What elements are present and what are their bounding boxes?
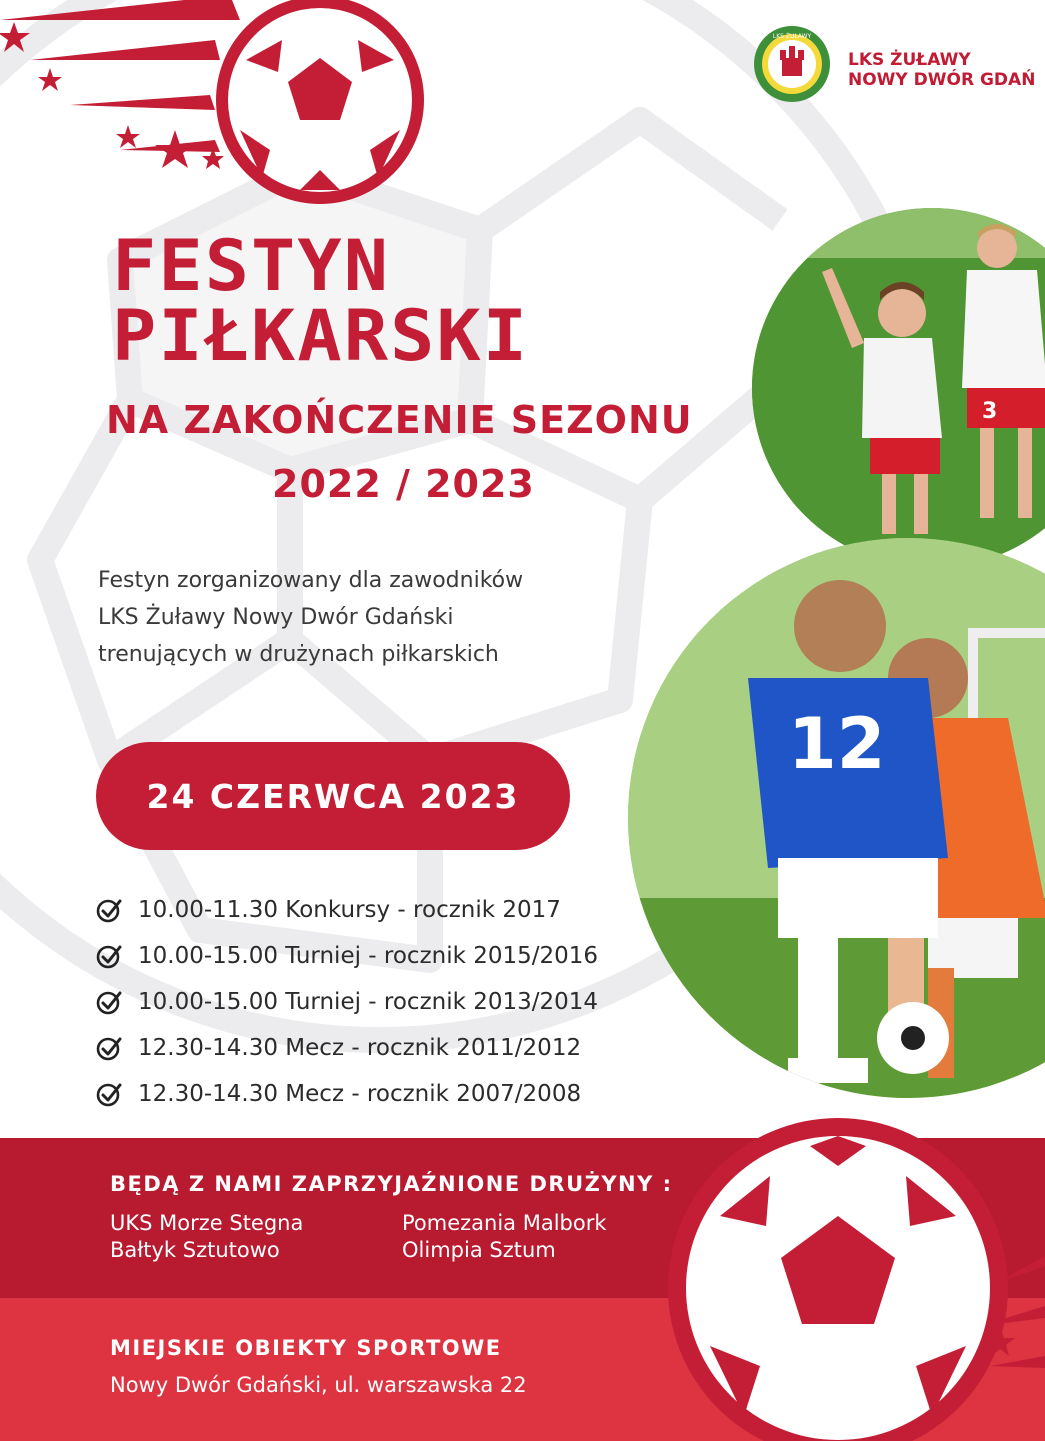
check-circle-icon xyxy=(96,896,124,924)
intro-line2: LKS Żuławy Nowy Dwór Gdański xyxy=(98,605,454,630)
check-circle-icon xyxy=(96,942,124,970)
title-line2: PIŁKARSKI xyxy=(112,295,530,377)
title-line1: FESTYN xyxy=(112,225,391,307)
logo-text: LKS ŻUŁAWY xyxy=(772,33,812,40)
teams-col2 xyxy=(402,1210,607,1264)
jersey-number-2: 12 xyxy=(788,703,886,785)
schedule-item-text: 12.30-14.30 Mecz - rocznik 2011/2012 xyxy=(138,1035,582,1061)
season: 2022 / 2023 xyxy=(272,462,535,506)
club-name-line1: LKS ŻUŁAWY xyxy=(848,50,971,70)
schedule-item-text: 10.00-11.30 Konkursy - rocznik 2017 xyxy=(138,897,561,923)
teams-col1 xyxy=(110,1210,303,1264)
teams-heading: BĘDĄ Z NAMI ZAPRZYJAŹNIONE DRUŻYNY : xyxy=(110,1172,673,1196)
flying-ball-graphic xyxy=(0,0,440,210)
team-name: Bałtyk Sztutowo xyxy=(110,1238,280,1262)
schedule-item-text: 12.30-14.30 Mecz - rocznik 2007/2008 xyxy=(138,1081,582,1107)
check-circle-icon xyxy=(96,1034,124,1062)
schedule-item xyxy=(96,1074,581,1114)
club-name-line2: NOWY DWÓR GDAŃ xyxy=(848,70,1036,90)
club-logo-icon xyxy=(752,24,832,104)
team-name: Pomezania Malbork xyxy=(402,1211,607,1235)
club-name xyxy=(848,50,1035,90)
subtitle: NA ZAKOŃCZENIE SEZONU xyxy=(106,398,693,442)
jersey-number-1: 3 xyxy=(982,399,998,424)
intro-line3: trenujących w drużynach piłkarskich xyxy=(98,642,499,667)
schedule-item xyxy=(96,936,598,976)
schedule-item-text: 10.00-15.00 Turniej - rocznik 2015/2016 xyxy=(138,943,599,969)
bottom-ball-graphic xyxy=(660,1106,1045,1441)
check-circle-icon xyxy=(96,988,124,1016)
schedule-item xyxy=(96,982,598,1022)
schedule-item xyxy=(96,1028,581,1068)
schedule-item xyxy=(96,890,561,930)
venue-address: Nowy Dwór Gdański, ul. warszawska 22 xyxy=(110,1373,527,1397)
venue-heading: MIEJSKIE OBIEKTY SPORTOWE xyxy=(110,1336,502,1360)
check-circle-icon xyxy=(96,1080,124,1108)
date-pill: 24 CZERWCA 2023 xyxy=(96,742,570,850)
schedule-item-text: 10.00-15.00 Turniej - rocznik 2013/2014 xyxy=(138,989,599,1015)
intro-line1: Festyn zorganizowany dla zawodników xyxy=(98,568,524,593)
team-name: UKS Morze Stegna xyxy=(110,1211,304,1235)
team-name: Olimpia Sztum xyxy=(402,1238,556,1262)
